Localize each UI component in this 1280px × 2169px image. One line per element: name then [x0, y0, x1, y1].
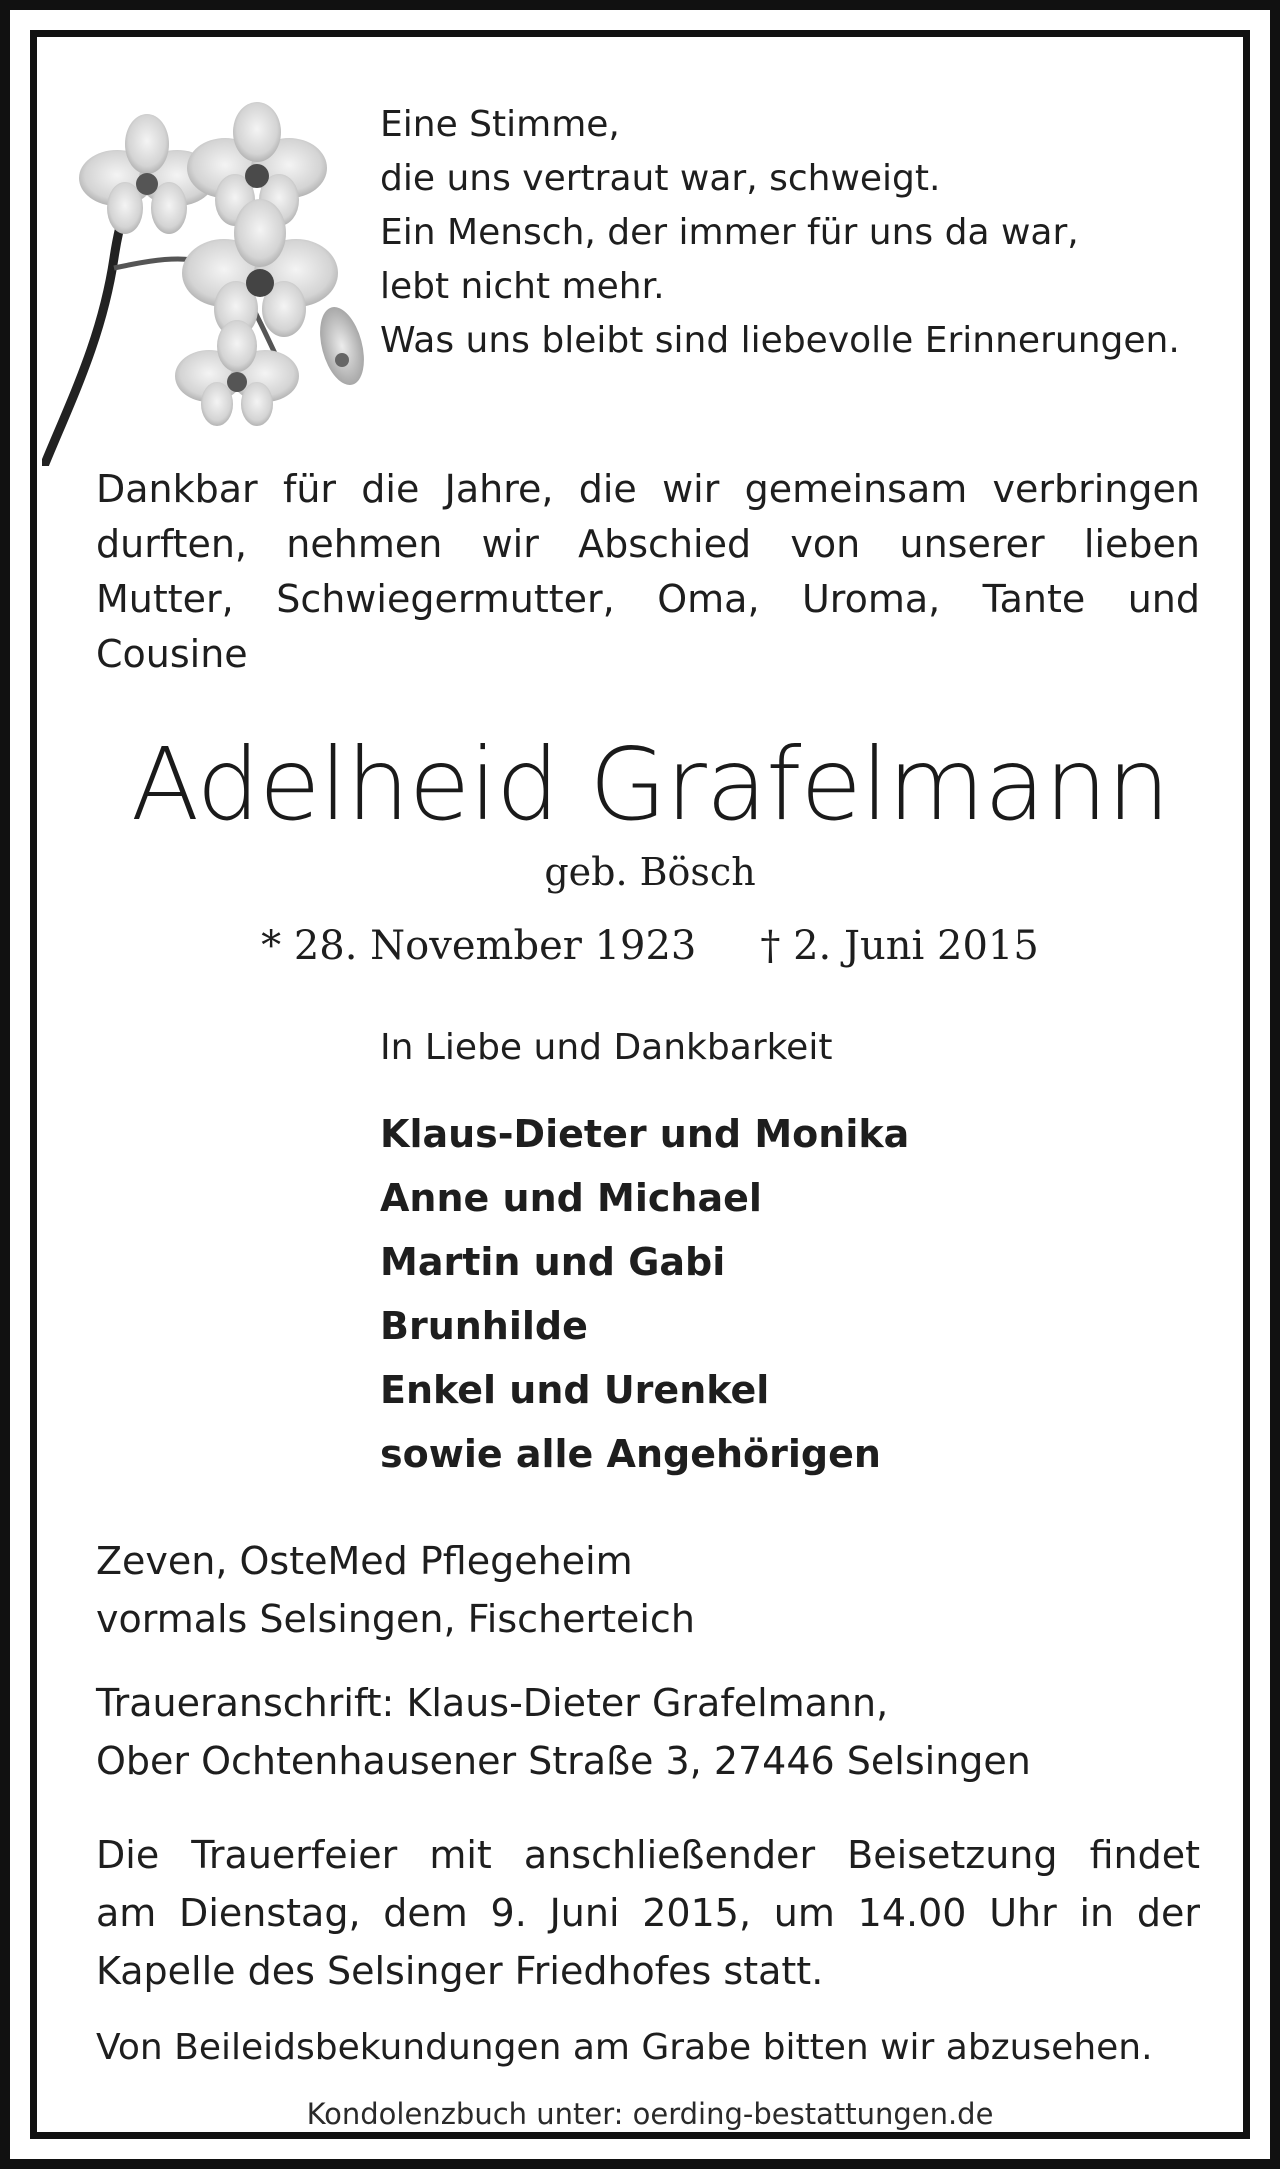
mourning-address [96, 1674, 1031, 1790]
service-line: Die Trauerfeier mit anschließender Beisetzung findet [96, 1833, 1200, 1877]
service-line: am Dienstag, dem 9. Juni 2015, um 14.00 Uhr in der [96, 1891, 1200, 1935]
intro-paragraph [96, 462, 1200, 682]
poem-line: Eine Stimme, [380, 104, 620, 145]
poem-line: die uns vertraut war, schweigt. [380, 158, 941, 199]
address-line: Traueranschrift: Klaus-Dieter Grafelmann, [96, 1681, 889, 1725]
death-date: † 2. Juni 2015 [760, 923, 1039, 969]
poem-line: lebt nicht mehr. [380, 266, 665, 307]
intro-line: durften, nehmen wir Abschied von unserer lieben [96, 522, 1200, 566]
intro-line: Mutter, Schwiegermutter, Oma, Uroma, Tante und [96, 577, 1200, 621]
orchid-illustration [42, 98, 364, 466]
place-info [96, 1532, 695, 1648]
service-line: Kapelle des Selsinger Friedhofes statt. [96, 1949, 824, 1993]
place-line: Zeven, OsteMed Pflegeheim [96, 1539, 633, 1583]
poem-line: Ein Mensch, der immer für uns da war, [380, 212, 1079, 253]
mourner-name: Enkel und Urenkel [380, 1368, 770, 1412]
mourner-name: sowie alle Angehörigen [380, 1432, 881, 1476]
mourners-list [380, 1102, 909, 1486]
poem-line: Was uns bleibt sind liebevolle Erinnerungen. [380, 320, 1180, 361]
intro-line: Dankbar für die Jahre, die wir gemeinsam verbringen [96, 467, 1200, 511]
place-line: vormals Selsingen, Fischerteich [96, 1597, 695, 1641]
address-line: Ober Ochtenhausener Straße 3, 27446 Selsingen [96, 1739, 1031, 1783]
service-info [96, 1826, 1200, 2000]
mourners-heading: In Liebe und Dankbarkeit [380, 1027, 833, 1068]
deceased-name: Adelheid Grafelmann [130, 726, 1170, 843]
intro-line: Cousine [96, 632, 248, 676]
birth-name: geb. Bösch [544, 850, 756, 894]
poem-text [380, 98, 1210, 368]
condolence-note: Von Beileidsbekundungen am Grabe bitten wir abzusehen. [96, 2027, 1153, 2068]
mourner-name: Martin und Gabi [380, 1240, 726, 1284]
life-dates [90, 918, 1210, 974]
mourner-name: Anne und Michael [380, 1176, 762, 1220]
condolence-book-link[interactable]: Kondolenzbuch unter: oerding-bestattungen.de [306, 2097, 994, 2131]
birth-date: * 28. November 1923 [261, 923, 697, 969]
mourner-name: Brunhilde [380, 1304, 588, 1348]
mourner-name: Klaus-Dieter und Monika [380, 1112, 910, 1156]
